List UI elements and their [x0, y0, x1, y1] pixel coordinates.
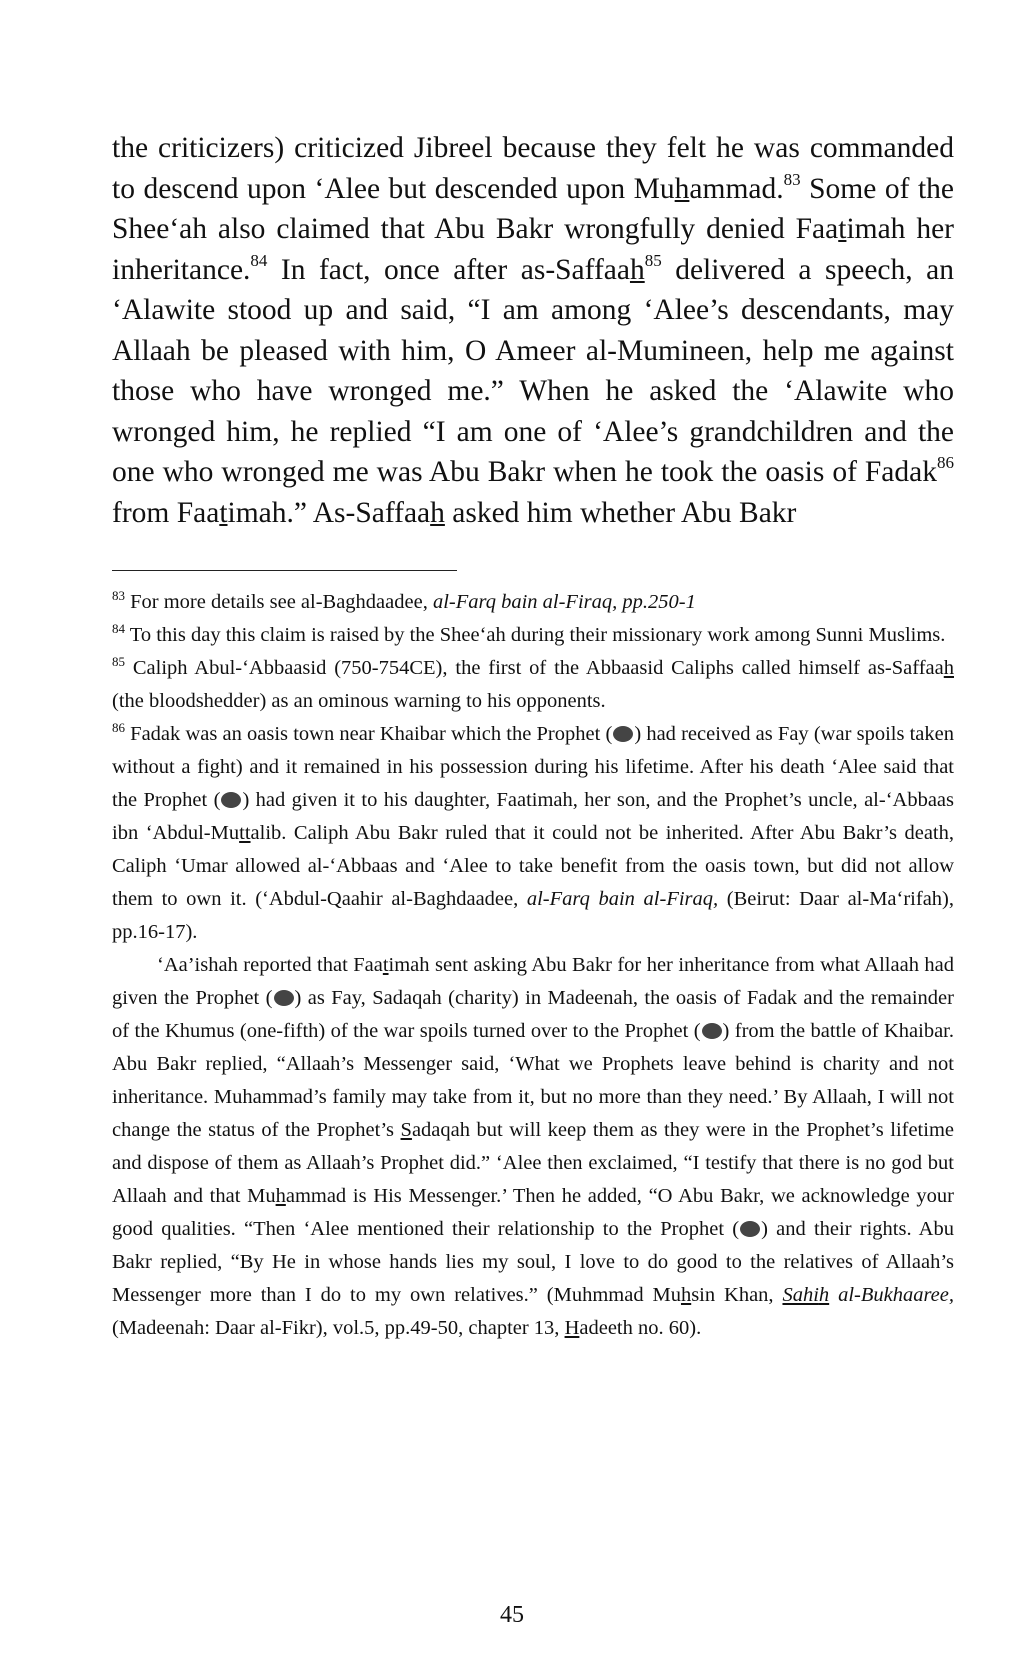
text-run: (Madeenah: Daar al-Fikr), vol.5, pp.49-50, chapter 13, — [112, 1317, 565, 1339]
footnote-ref-84: 84 — [250, 250, 268, 270]
text-run: In fact, once after as-Saffaa — [267, 253, 630, 286]
text-run: ) from the battle of Khaibar. Abu Bakr replied, “Allaah’s Messenger said, ‘What we Prophets leave behind is charity and not inheritance. Muhammad’s family may take from it, but no more than they need.’ By Allaah, I will not change the status of the Prophet’s — [112, 1020, 954, 1141]
footnote-separator — [112, 570, 457, 571]
text-run: from Faa — [112, 496, 220, 529]
underlined-letter: H — [564, 1317, 580, 1339]
underlined-letter: t — [382, 954, 389, 976]
footnote-83 — [112, 586, 954, 619]
text-run: ) had given it to his daughter, Faatimah, her son, and the Prophet’s uncle, al-‘Abbaas ibn ‘Abdul-Mu — [112, 789, 954, 844]
text-run: asked him whether Abu Bakr — [444, 496, 797, 529]
footnote-ref-83: 83 — [783, 169, 801, 189]
underlined-letter: h — [629, 253, 645, 286]
text-run: adeeth no. 60). — [579, 1317, 702, 1339]
text-run: imah.” As-Saffaa — [227, 496, 431, 529]
text-run: sin Khan, — [691, 1284, 783, 1306]
text-run: ammad. — [689, 172, 784, 205]
main-paragraph — [112, 128, 954, 533]
text-run: (Beirut: Daar al-Ma‘rifah), pp.16-17). — [112, 888, 954, 943]
underlined-letter: h — [674, 172, 690, 205]
text-run: ) and their rights. Abu Bakr replied, “By He in whose hands lies my soul, I love to do good to the relatives of Allaah’s Messenger more than I do to my own relatives.” (Muhmmad Mu — [112, 1218, 954, 1306]
salutation-glyph-icon — [740, 1221, 760, 1237]
text-run: the criticizers) criticized Jibreel because they felt he was commanded to descend upon ‘Alee but descended upon Mu — [112, 132, 954, 205]
italic-title: al-Farq bain al-Firaq, pp.250-1 — [432, 591, 696, 613]
underlined-letter: t — [219, 496, 228, 529]
footnote-86 — [112, 718, 954, 949]
text-run: (the bloodshedder) as an ominous warning to his opponents. — [112, 690, 606, 712]
footnote-86-continuation — [112, 949, 954, 1345]
text-run: Fadak was an oasis town near Khaibar which the Prophet ( — [125, 723, 613, 745]
footnote-number: 84 — [112, 621, 125, 636]
underlined-letter: t — [838, 213, 847, 245]
underlined-letter: S — [400, 1119, 412, 1141]
text-run: imah sent asking Abu Bakr for her inheritance from what Allaah had given the Prophet ( — [112, 954, 954, 1009]
text-run: Caliph Abul-‘Abbaasid (750-754CE), the first of the Abbaasid Caliphs called himself as-Saffaa — [125, 657, 944, 679]
footnote-number: 85 — [112, 654, 125, 669]
text-run: alib. Caliph Abu Bakr ruled that it could not be inherited. After Abu Bakr’s death, Caliph ‘Umar allowed al-‘Abbaas and ‘Alee to take benefit from the oasis town, but did not allow them to own it. (‘Abdul-Qaahir al-Baghdaadee, — [112, 822, 955, 910]
salutation-glyph-icon — [702, 1023, 722, 1039]
salutation-glyph-icon — [613, 726, 633, 742]
text-run: Some of the Shee‘ah also claimed that Abu Bakr wrongfully denied Faa — [112, 172, 955, 245]
text-run: ‘Aa’ishah reported that Faa — [157, 954, 383, 976]
text-run: For more details see al-Baghdaadee, — [125, 591, 433, 613]
text-run: ) had received as Fay (war spoils taken without a fight) and it remained in his possession during his lifetime. After his death ‘Alee said that the Prophet ( — [112, 723, 955, 811]
text-run: adaqah but will keep them as they were in the Prophet’s lifetime and dispose of them as Allaah’s Prophet did.” ‘Alee then exclaimed, “I testify that there is no god but Allaah and that Mu — [112, 1119, 954, 1207]
salutation-glyph-icon — [221, 792, 241, 808]
italic-title: h — [818, 1284, 830, 1306]
footnote-ref-85: 85 — [644, 250, 662, 270]
page-body — [112, 128, 954, 1345]
underlined-letter: h — [275, 1185, 286, 1207]
text-run: delivered a speech, an ‘Alawite stood up and said, “I am among ‘Alee’s descendants, may Allaah be pleased with him, O Ameer al-Mumineen, help me against those who have wronged me.” When he asked the ‘Alawite who wronged him, he replied “I am one of ‘Alee’s grandchildren and the one who wronged me was Abu Bakr when he took the oasis of Fadak — [112, 253, 954, 488]
underlined-letter: h — [430, 496, 445, 529]
text-run: ammad is His Messenger.’ Then he added, “O Abu Bakr, we acknowledge your good qualities. “Then ‘Alee mentioned their relationship to the Prophet ( — [112, 1185, 954, 1240]
italic-title: al-Farq bain al-Firaq, — [526, 888, 719, 910]
underlined-letter: h — [943, 657, 954, 679]
text-run: ) as Fay, Sadaqah (charity) in Madeenah, the oasis of Fadak and the remainder of the Khumus (one-fifth) of the war spoils turned over to the Prophet ( — [112, 987, 954, 1042]
salutation-glyph-icon — [274, 990, 294, 1006]
footnote-ref-86: 86 — [937, 453, 954, 472]
text-run: imah her inheritance. — [112, 213, 954, 286]
italic-title: Sahi — [782, 1284, 819, 1306]
italic-title: al-Bukhaaree, — [829, 1284, 955, 1306]
underlined-letter: tt — [239, 822, 251, 844]
text-run: To this day this claim is raised by the Shee‘ah during their missionary work among Sunni Muslims. — [125, 624, 946, 646]
footnote-number: 83 — [112, 588, 125, 603]
page-number: 45 — [500, 1602, 524, 1628]
underlined-letter: h — [680, 1284, 692, 1306]
footnote-number: 86 — [112, 720, 125, 735]
footnote-84 — [112, 619, 954, 652]
footnote-85 — [112, 652, 954, 718]
